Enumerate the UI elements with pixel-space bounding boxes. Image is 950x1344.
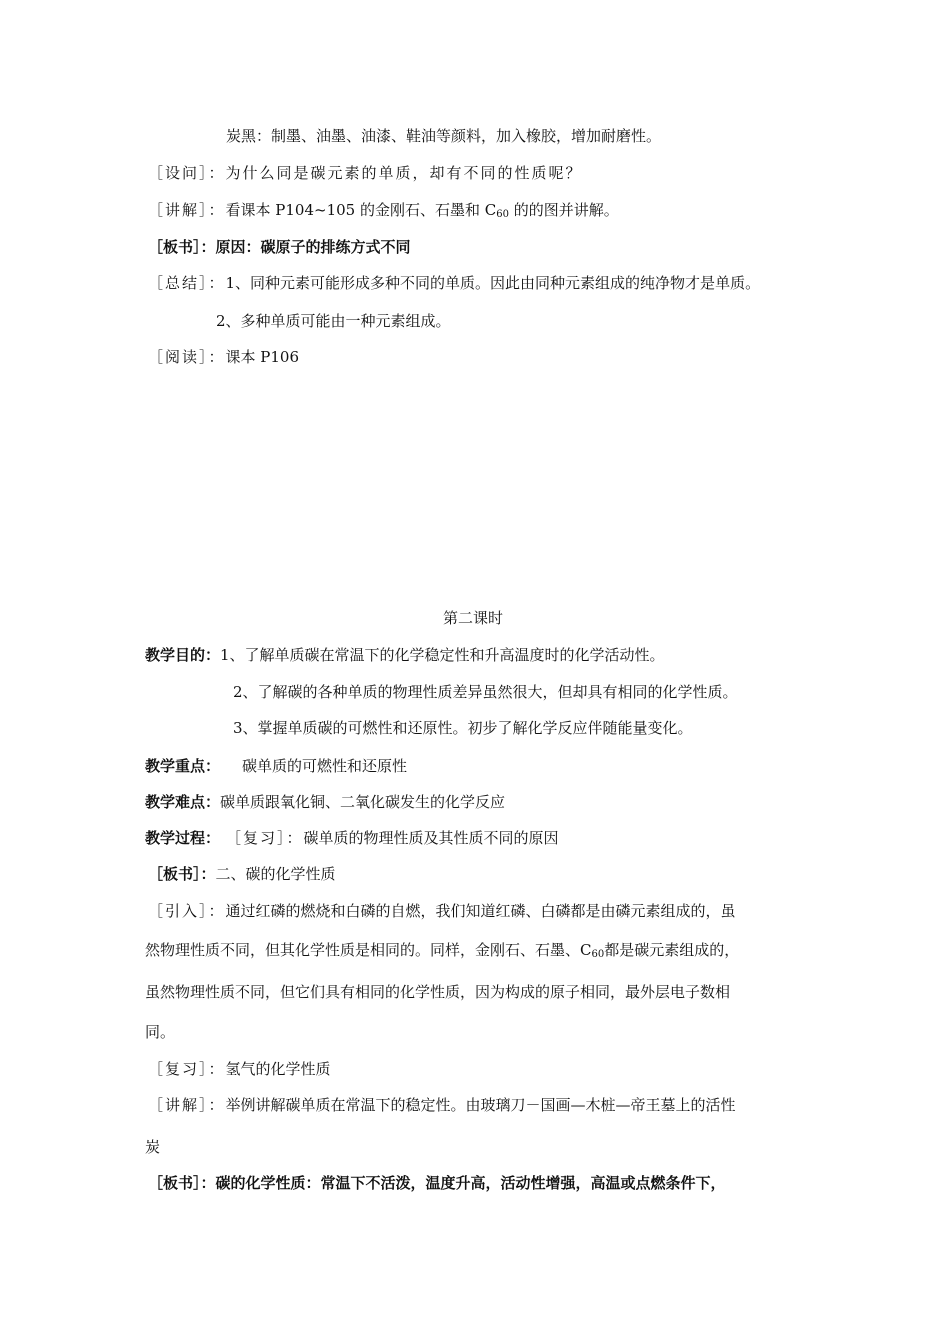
tag-zongjie: ［总结］： (148, 274, 226, 292)
yinru-l2a: 然物理性质不同，但其化学性质是相同的。同样，金刚石、石墨、C (145, 941, 592, 959)
text-line-jiangjie-2b: 炭 (145, 1138, 161, 1156)
tag-fuxi-1: ［复习］： (226, 829, 304, 847)
text-line-zongjie-2: 2、多种单质可能由一种元素组成。 (216, 312, 451, 330)
banshu3-text: 碳的化学性质：常温下不活泼，温度升高，活动性增强，高温或点燃条件下， (215, 1174, 726, 1192)
text-line-fuxi (148, 1059, 331, 1079)
text-line-yinru-1 (148, 901, 736, 921)
jiangjie2-l1: 举例讲解碳单质在常温下的稳定性。由玻璃刀－国画—木桩—帝王墓上的活性 (225, 1096, 736, 1114)
zhongdian-text: 碳单质的可燃性和还原性 (242, 757, 408, 775)
guocheng-text: 碳单质的物理性质及其性质不同的原因 (303, 829, 559, 847)
tag-banshu-2: ［板书］： (148, 865, 216, 883)
text-line-mudi-2: 2、了解碳的各种单质的物理性质差异虽然很大，但却具有相同的化学性质。 (233, 683, 738, 701)
text-line-zongjie-1 (148, 273, 760, 293)
shewen-text: 为什么同是碳元素的单质，却有不同的性质呢？ (225, 164, 583, 182)
text-line-mudi-3: 3、掌握单质碳的可燃性和还原性。初步了解化学反应伴随能量变化。 (233, 719, 693, 737)
text-line-yuedu (148, 347, 299, 367)
text-line-guocheng (145, 828, 559, 848)
text-line-shewen (148, 163, 583, 183)
text-line-zhongdian (145, 756, 407, 776)
nandian-text: 碳单质跟氧化铜、二氧化碳发生的化学反应 (220, 793, 506, 811)
subscript-60-2: 60 (591, 949, 605, 960)
tag-jiangjie: ［讲解］： (148, 201, 226, 219)
jiangjie-text-a: 看课本 P104~105 的金刚石、石墨和 C (225, 201, 497, 219)
lesson-title: 第二课时 (443, 609, 504, 627)
text-line-banshu-3 (148, 1173, 726, 1193)
fuxi-text: 氢气的化学性质 (225, 1060, 331, 1078)
text-line-mudi-1 (145, 645, 665, 665)
yinru-l2b: 都是碳元素组成的， (604, 941, 740, 959)
text-line-tanhei: 炭黑：制墨、油墨、油漆、鞋油等颜料，加入橡胶，增加耐磨性。 (226, 127, 662, 145)
banshu2-text: 二、碳的化学性质 (215, 865, 336, 883)
tag-shewen: ［设问］： (148, 164, 226, 182)
tag-banshu-3: ［板书］： (148, 1174, 216, 1192)
zongjie-1: 1、同种元素可能形成多种不同的单质。因此由同种元素组成的纯净物才是单质。 (225, 274, 761, 292)
text-line-banshu-2 (148, 864, 336, 884)
text-line-banshu (148, 237, 411, 257)
jiangjie-text-b: 的的图并讲解。 (508, 201, 619, 219)
text-line-jiangjie (148, 200, 619, 225)
tag-jiangjie-2: ［讲解］： (148, 1096, 226, 1114)
label-mudi: 教学目的： (145, 646, 221, 664)
subscript-60: 60 (496, 209, 509, 220)
tag-yinru: ［引入］： (148, 902, 226, 920)
yuedu-text: 课本 P106 (225, 348, 300, 366)
banshu-text: 原因：碳原子的排练方式不同 (215, 238, 411, 256)
tag-yuedu: ［阅读］： (148, 348, 226, 366)
mudi-1: 1、了解单质碳在常温下的化学稳定性和升高温度时的化学活动性。 (220, 646, 665, 664)
label-guocheng: 教学过程： (145, 829, 221, 847)
label-zhongdian: 教学重点： (145, 757, 221, 775)
text-line-yinru-3: 虽然物理性质不同，但它们具有相同的化学性质，因为构成的原子相同，最外层电子数相 (145, 983, 731, 1001)
tag-banshu: ［板书］： (148, 238, 216, 256)
text-line-yinru-4: 同。 (145, 1023, 176, 1041)
text-line-nandian (145, 792, 505, 812)
text-line-jiangjie-2 (148, 1095, 736, 1115)
label-nandian: 教学难点： (145, 793, 221, 811)
yinru-l1: 通过红磷的燃烧和白磷的自燃，我们知道红磷、白磷都是由磷元素组成的，虽 (225, 902, 736, 920)
tag-fuxi-2: ［复习］： (148, 1060, 226, 1078)
text-line-yinru-2 (145, 940, 739, 965)
